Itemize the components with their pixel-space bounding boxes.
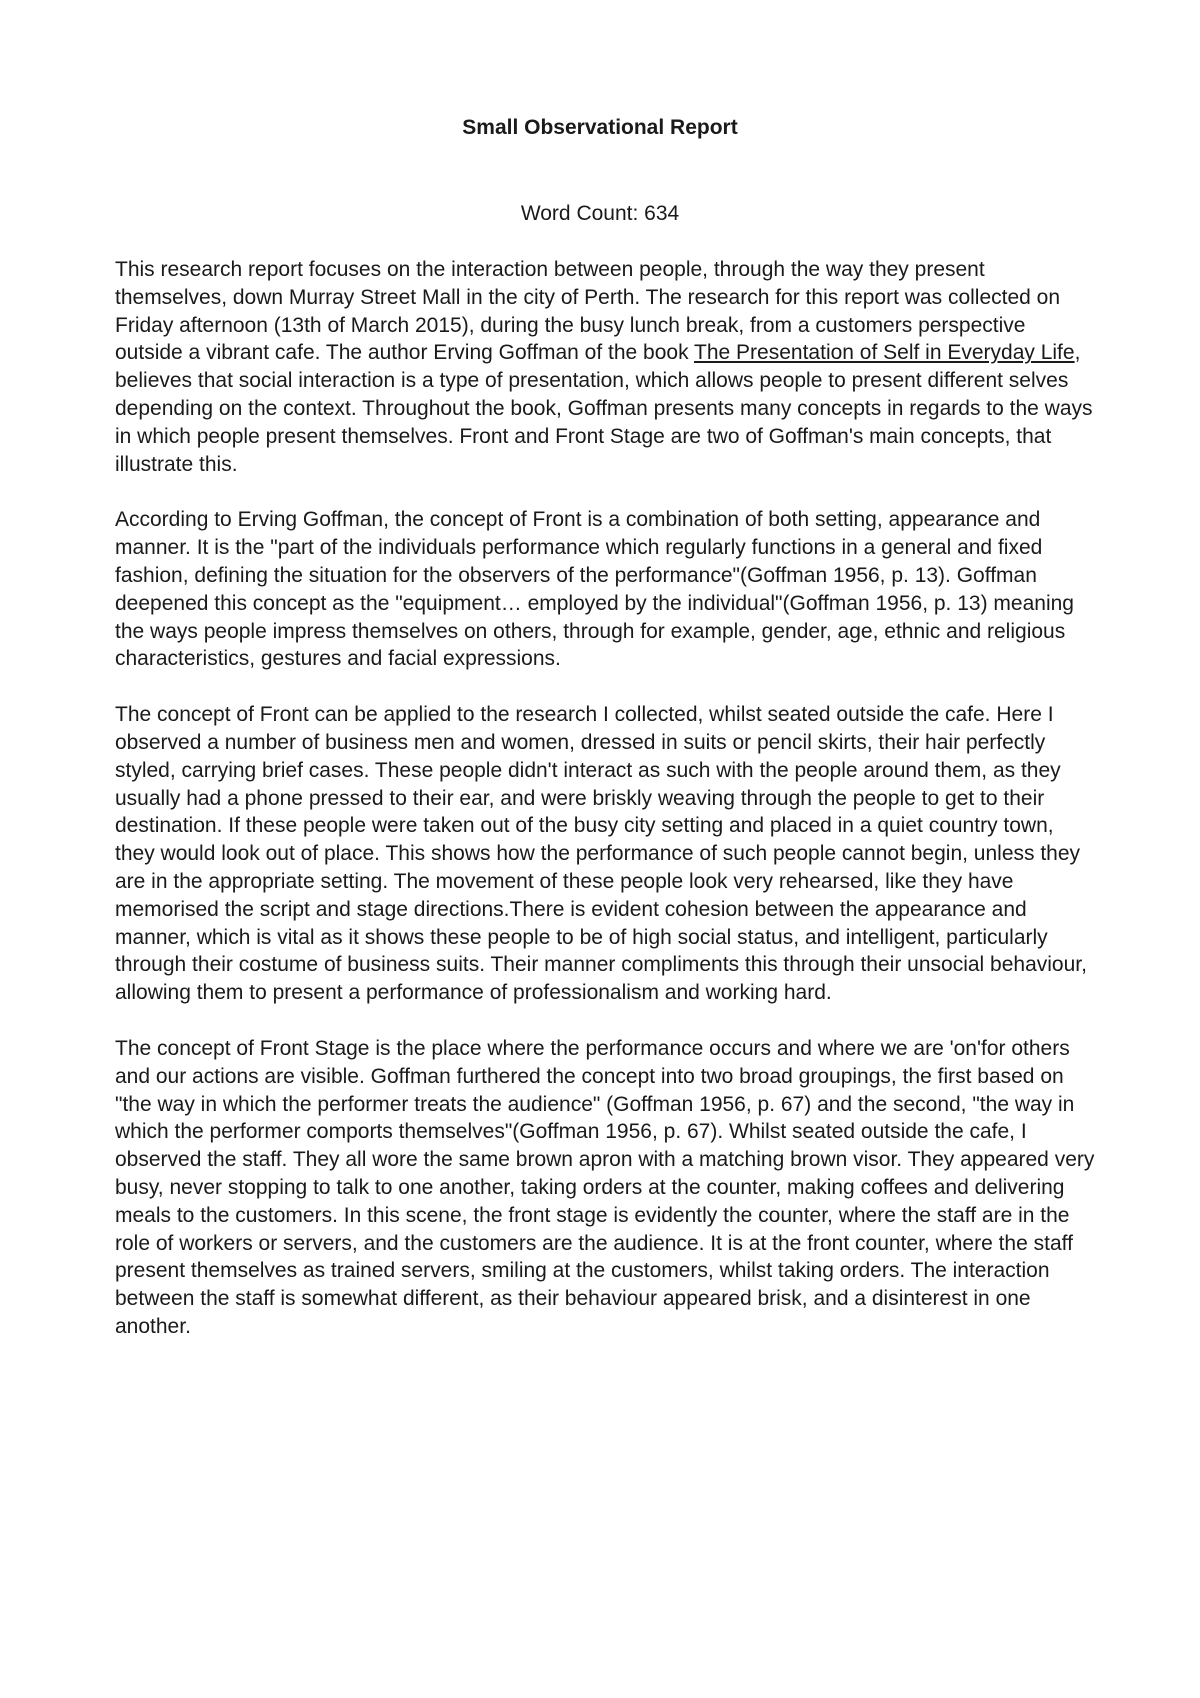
word-count: Word Count: 634 <box>520 202 680 225</box>
paragraph-front-application: The concept of Front can be applied to the research I collected, whilst seated outside the cafe. Here I observed a number of business men and women, dressed in suits or pencil skirts, their hair perfectly styled, carrying brief cases. These people didn't interact as such with the people around them, as they usually had a phone pressed to their ear, and were briskly weaving through the people to get to their destination. If these people were taken out of the busy city setting and placed in a quiet country town, they would look out of place. This shows how the performance of such people cannot begin, unless they are in the appropriate setting. The movement of these people look very rehearsed, like they have memorised the script and stage directions.There is evident cohesion between the appearance and manner, which is vital as it shows these people to be of high social status, and intelligent, particularly through their costume of business suits. Their manner compliments this through their unsocial behaviour, allowing them to present a performance of professionalism and working hard. <box>115 703 1087 1005</box>
report-body <box>115 256 1095 1369</box>
intro-text-end: , believes that social interaction is a type of presentation, which allows people to present different selves depending on the context. Throughout the book, Goffman presents many concepts in regards to the ways in which people present themselves. Front and Front Stage are two of Goffman's main concepts, that illustrate this. <box>115 341 1093 476</box>
paragraph-introduction <box>115 256 1095 478</box>
report-title: Small Observational Report <box>462 116 738 139</box>
book-title: The Presentation of Self in Everyday Life <box>694 341 1075 365</box>
paragraph-front-concept: According to Erving Goffman, the concept of Front is a combination of both setting, appearance and manner. It is the "part of the individuals performance which regularly functions in a general and fixed fashion, defining the situation for the observers of the performance"(Goffman 1956, p. 13). Goffman deepened this concept as the "equipment… employed by the individual"(Goffman 1956, p. 13) meaning the ways people impress themselves on others, through for example, gender, age, ethnic and religious characteristics, gestures and facial expressions. <box>115 508 1074 671</box>
paragraph-front-stage: The concept of Front Stage is the place where the performance occurs and where we are 'on'for others and our actions are visible. Goffman furthered the concept into two broad groupings, the first based on "the way in which the performer treats the audience" (Goffman 1956, p. 67) and the second, "the way in which the performer comports themselves"(Goffman 1956, p. 67). Whilst seated outside the cafe, I observed the staff. They all wore the same brown apron with a matching brown visor. They appeared very busy, never stopping to talk to one another, taking orders at the counter, making coffees and delivering meals to the customers. In this scene, the front stage is evidently the counter, where the staff are in the role of workers or servers, and the customers are the audience. It is at the front counter, where the staff present themselves as trained servers, smiling at the customers, whilst taking orders. The interaction between the staff is somewhat different, as their behaviour appeared brisk, and a disinterest in one another. <box>115 1036 1095 1338</box>
intro-text-start: This research report focuses on the interaction between people, through the way they present themselves, down Murray Street Mall in the city of Perth. The research for this report was collected on Friday afternoon (13th of March 2015), during the busy lunch break, from a customers perspective outside a vibrant cafe. The author Erving Goffman of the book <box>115 258 1061 365</box>
